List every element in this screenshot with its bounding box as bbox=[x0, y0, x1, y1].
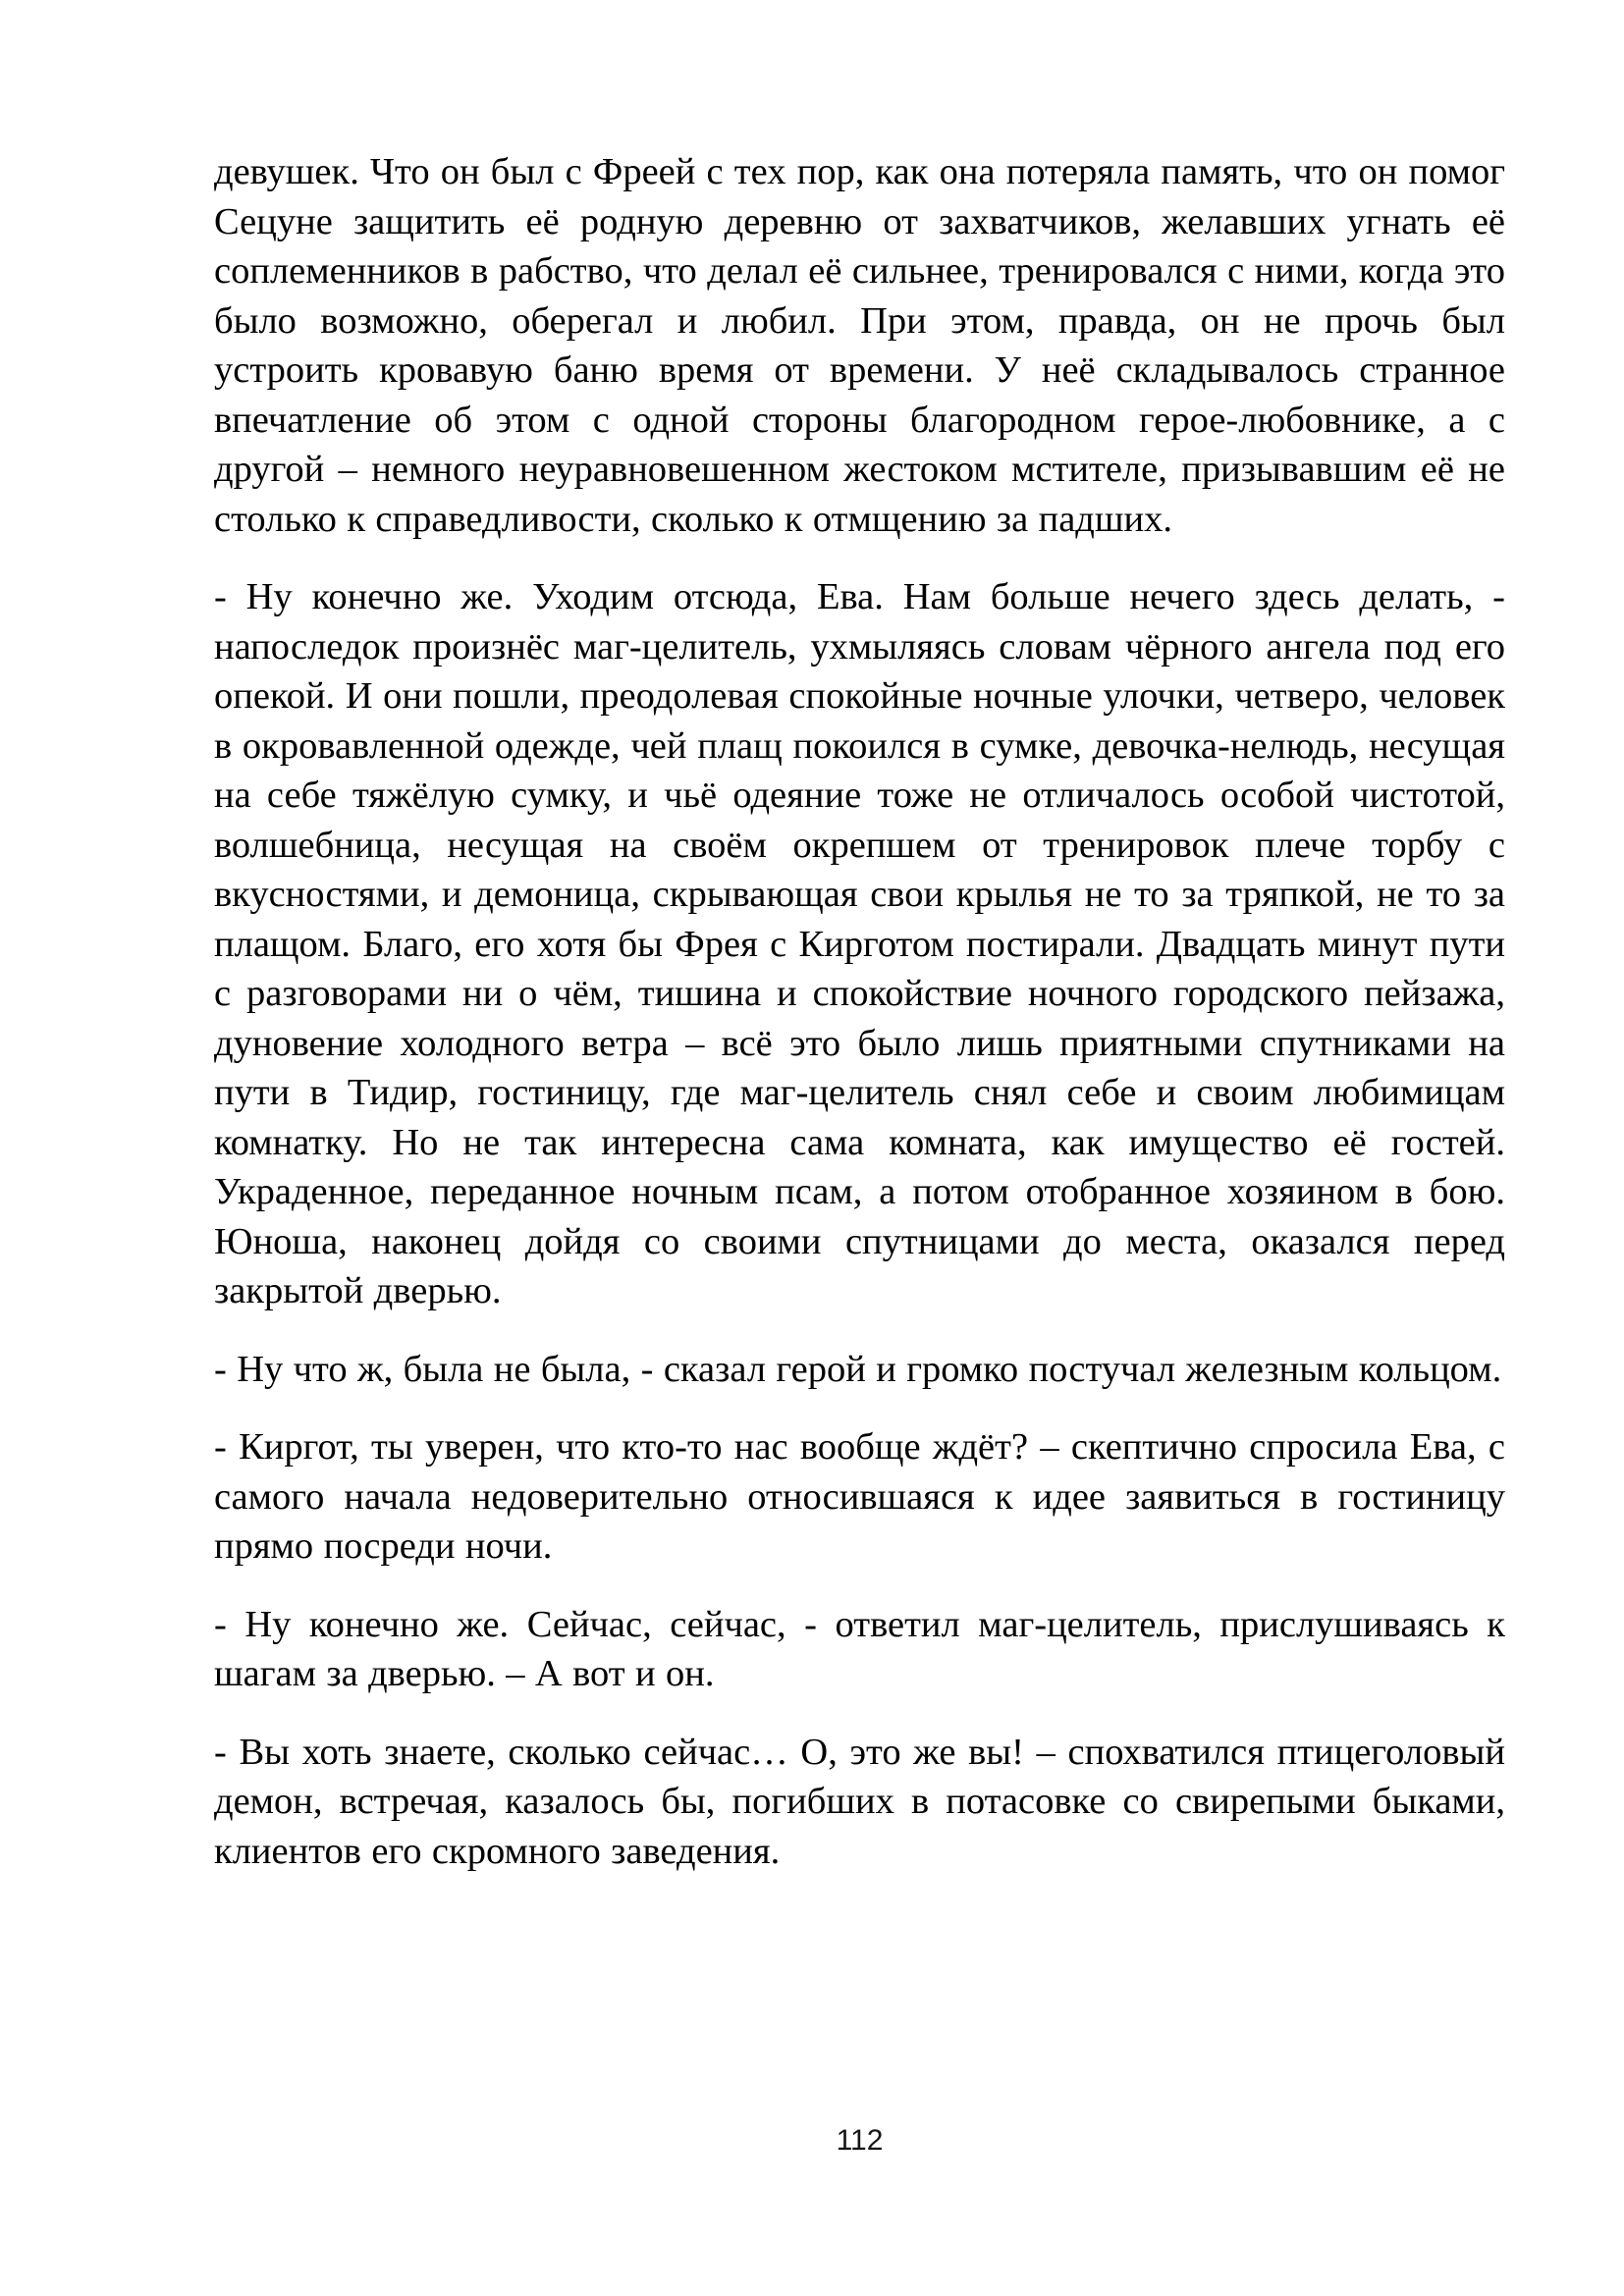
paragraph: - Киргот, ты уверен, что кто-то нас вообще ждёт? – скептично спросила Ева, с самого начала недоверительно относившаяся к идее заявиться в гостиницу прямо посреди ночи. bbox=[214, 1426, 1505, 1567]
paragraph: - Ну конечно же. Уходим отсюда, Ева. Нам больше нечего здесь делать, - напоследок произнёс маг-целитель, ухмыляясь словам чёрного ангела под его опекой. И они пошли, преодолевая спокойные ночные улочки, четверо, человек в окровавленной одежде, чей плащ покоился в сумке, девочка-нелюдь, несущая на себе тяжёлую сумку, и чьё одеяние тоже не отличалось особой чистотой, волшебница, несущая на своём окрепшем от тренировок плече торбу с вкусностями, и демоница, скрывающая свои крылья не то за тряпкой, не то за плащом. Благо, его хотя бы Фрея с Кирготом постирали. Двадцать минут пути с разговорами ни о чём, тишина и спокойствие ночного городского пейзажа, дуновение холодного ветра – всё это было лишь приятными спутниками на пути в Тидир, гостиницу, где маг-целитель снял себе и своим любимицам комнатку. Но не так интересна сама комната, как имущество её гостей. Украденное, переданное ночным псам, а потом отобранное хозяином в бою. Юноша, наконец дойдя со своими спутницами до места, оказался перед закрытой дверью. bbox=[214, 576, 1505, 1311]
page-footer bbox=[214, 2124, 1505, 2158]
paragraph: - Ну что ж, была не была, - сказал герой и громко постучал железным кольцом. bbox=[214, 1348, 1502, 1390]
paragraph: - Ну конечно же. Сейчас, сейчас, - ответил маг-целитель, прислушиваясь к шагам за дверью. – А вот и он. bbox=[214, 1603, 1505, 1694]
paragraph: - Вы хоть знаете, сколько сейчас… О, это же вы! – спохватился птицеголовый демон, встречая, казалось бы, погибших в потасовке со свирепыми быками, клиентов его скромного заведения. bbox=[214, 1731, 1505, 1872]
page-text-block bbox=[214, 147, 1505, 1904]
paragraph: девушек. Что он был с Фреей с тех пор, как она потеряла память, что он помог Сецуне защитить её родную деревню от захватчиков, желавших угнать её соплеменников в рабство, что делал её сильнее, тренировался с ними, когда это было возможно, оберегал и любил. При этом, правда, он не прочь был устроить кровавую баню время от времени. У неё складывалось странное впечатление об этом с одной стороны благородном герое-любовнике, а с другой – немного неуравновешенном жестоком мстителе, призывавшим её не столько к справедливости, сколько к отмщению за падших. bbox=[214, 151, 1505, 540]
page-number: 112 bbox=[836, 2124, 884, 2157]
